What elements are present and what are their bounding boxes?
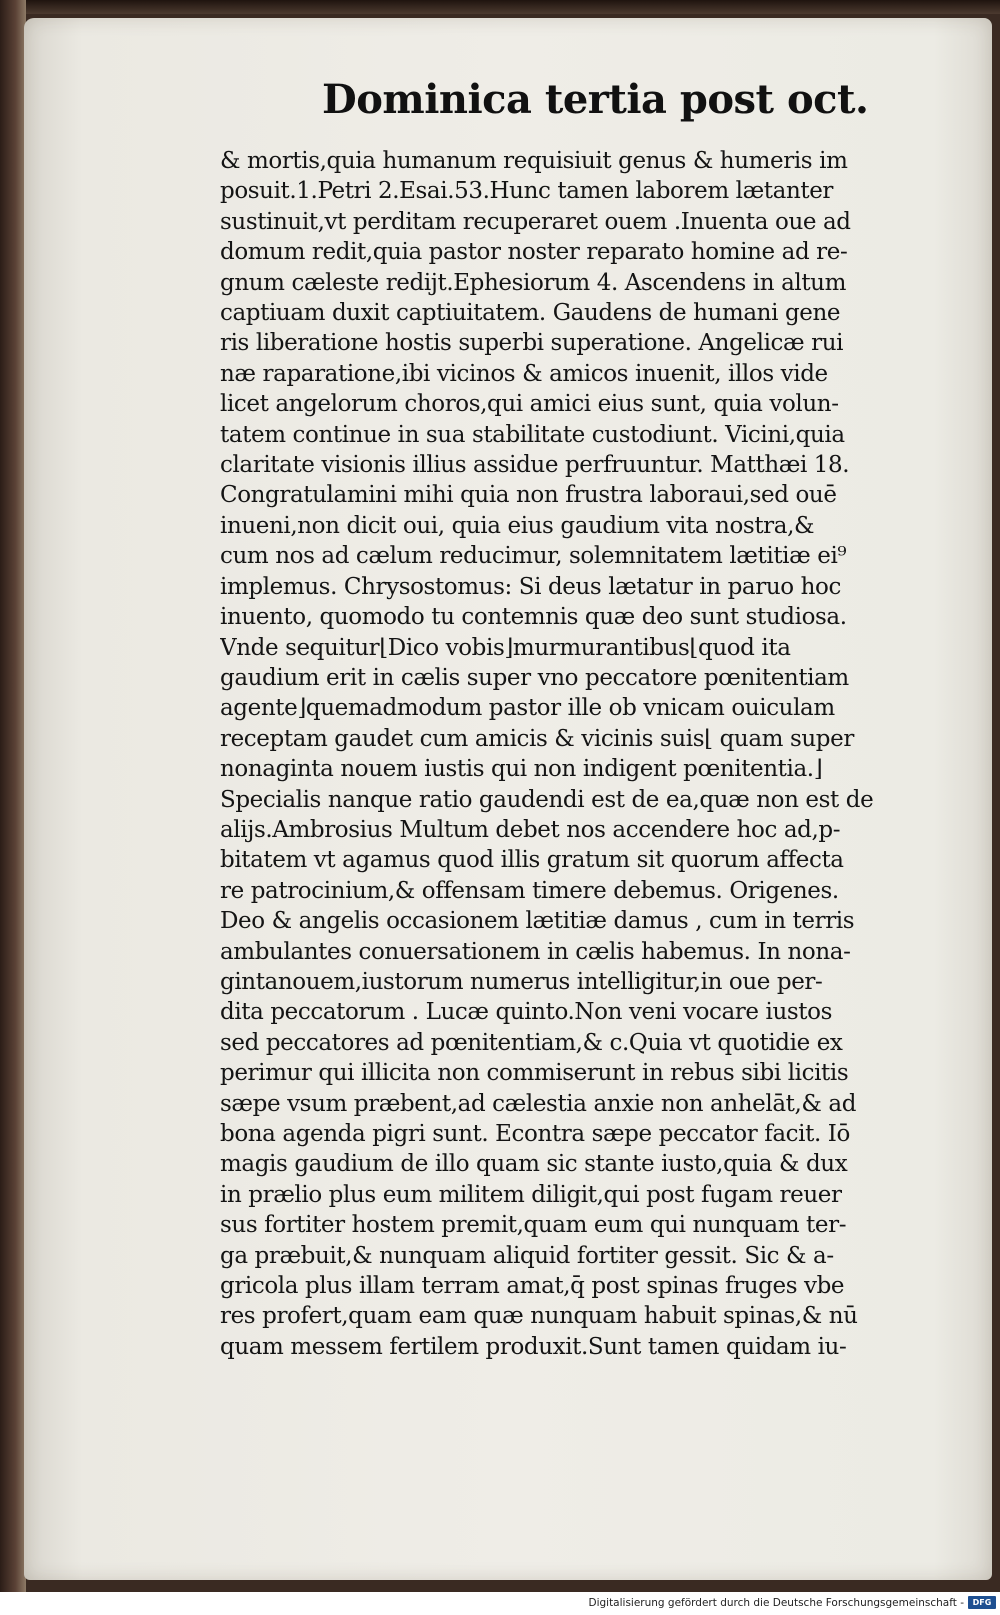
text-line: sæpe vsum præbent,ad cælestia anxie non anhelāt,& ad — [220, 1090, 857, 1117]
text-line: quam messem fertilem produxit.Sunt tamen quidam iu- — [220, 1333, 847, 1360]
text-line: gaudium erit in cælis super vno peccatore pœnitentiam — [220, 664, 849, 691]
text-line: tatem continue in sua stabilitate custodiunt. Vicini,quia — [220, 421, 845, 448]
text-line: nonaginta nouem iustis qui non indigent pœnitentia.⌋ — [220, 756, 823, 783]
text-line: sustinuit,vt perditam recuperaret ouem .Inuenta oue ad — [220, 208, 851, 235]
running-head: Dominica tertia post oct. — [322, 76, 869, 123]
text-line: cum nos ad cælum reducimur, solemnitatem lætitiæ ei⁹ — [220, 543, 847, 570]
book-top-edge — [0, 0, 1000, 14]
text-line: Specialis nanque ratio gaudendi est de ea,quæ non est de — [220, 786, 874, 813]
text-line: magis gaudium de illo quam sic stante iusto,quia & dux — [220, 1151, 848, 1178]
text-line: agente⌋quemadmodum pastor ille ob vnicam ouiculam — [220, 695, 835, 722]
text-line: domum redit,quia pastor noster reparato homine ad re- — [220, 239, 848, 266]
text-line: Congratulamini mihi quia non frustra laboraui,sed ouē — [220, 482, 837, 509]
text-line: alijs.Ambrosius Multum debet nos accendere hoc ad,p- — [220, 816, 841, 843]
text-line: sus fortiter hostem premit,quam eum qui nunquam ter- — [220, 1212, 847, 1239]
text-line: res profert,quam eam quæ nunquam habuit spinas,& nū — [220, 1303, 858, 1330]
text-line: næ raparatione,ibi vicinos & amicos inuenit, illos vide — [220, 360, 828, 387]
text-line: claritate visionis illius assidue perfruuntur. Matthæi 18. — [220, 452, 850, 479]
text-line: bona agenda pigri sunt. Econtra sæpe peccator facit. Iō — [220, 1121, 850, 1147]
dfg-logo[interactable]: DFG — [968, 1596, 996, 1609]
text-line: Deo & angelis occasionem lætitiæ damus , cum in terris — [220, 908, 855, 935]
text-line: & mortis,quia humanum requisiuit genus & humeris im — [220, 148, 848, 174]
text-line: implemus. Chrysostomus: Si deus lætatur in paruo hoc — [220, 573, 841, 600]
text-line: dita peccatorum . Lucæ quinto.Non veni vocare iustos — [220, 999, 832, 1026]
text-line: receptam gaudet cum amicis & vicinis suis⌊ quam super — [220, 725, 854, 752]
text-line: captiuam duxit captiuitatem. Gaudens de humani gene — [220, 300, 841, 327]
text-line: inueni,non dicit oui, quia eius gaudium vita nostra,& — [220, 512, 815, 539]
text-line: ambulantes conuersationem in cælis habemus. In nona- — [220, 938, 851, 965]
text-line: sed peccatores ad pœnitentiam,& c.Quia vt quotidie ex — [220, 1029, 843, 1056]
text-line: Vnde sequitur⌊Dico vobis⌋murmurantibus⌊quod ita — [220, 634, 791, 661]
text-line: ga præbuit,& nunquam aliquid fortiter gessit. Sic & a- — [220, 1242, 834, 1269]
text-line: inuento, quomodo tu contemnis quæ deo sunt studiosa. — [220, 604, 847, 631]
text-line: re patrocinium,& offensam timere debemus. Origenes. — [220, 877, 839, 904]
text-line: licet angelorum choros,qui amici eius sunt, quia volun- — [220, 391, 839, 418]
text-line: gintanouem,iustorum numerus intelligitur,in oue per- — [220, 968, 823, 995]
text-line: bitatem vt agamus quod illis gratum sit quorum affecta — [220, 847, 844, 874]
text-line: gricola plus illam terram amat,q̄ post spinas fruges vbe — [220, 1273, 845, 1300]
funding-credit: Digitalisierung gefördert durch die Deutsche Forschungsgemeinschaft - — [588, 1597, 964, 1609]
text-line: perimur qui illicita non commiserunt in rebus sibi licitis — [220, 1060, 849, 1087]
book-binding-edge — [0, 0, 26, 1592]
body-text — [220, 146, 940, 1362]
text-line: gnum cæleste redijt.Ephesiorum 4. Ascendens in altum — [220, 269, 846, 296]
text-line: ris liberatione hostis superbi superatione. Angelicæ rui — [220, 330, 844, 357]
text-line: in prælio plus eum militem diligit,qui post fugam reuer — [220, 1181, 842, 1208]
text-line: posuit.1.Petri 2.Esai.53.Hunc tamen laborem lætanter — [220, 178, 834, 205]
